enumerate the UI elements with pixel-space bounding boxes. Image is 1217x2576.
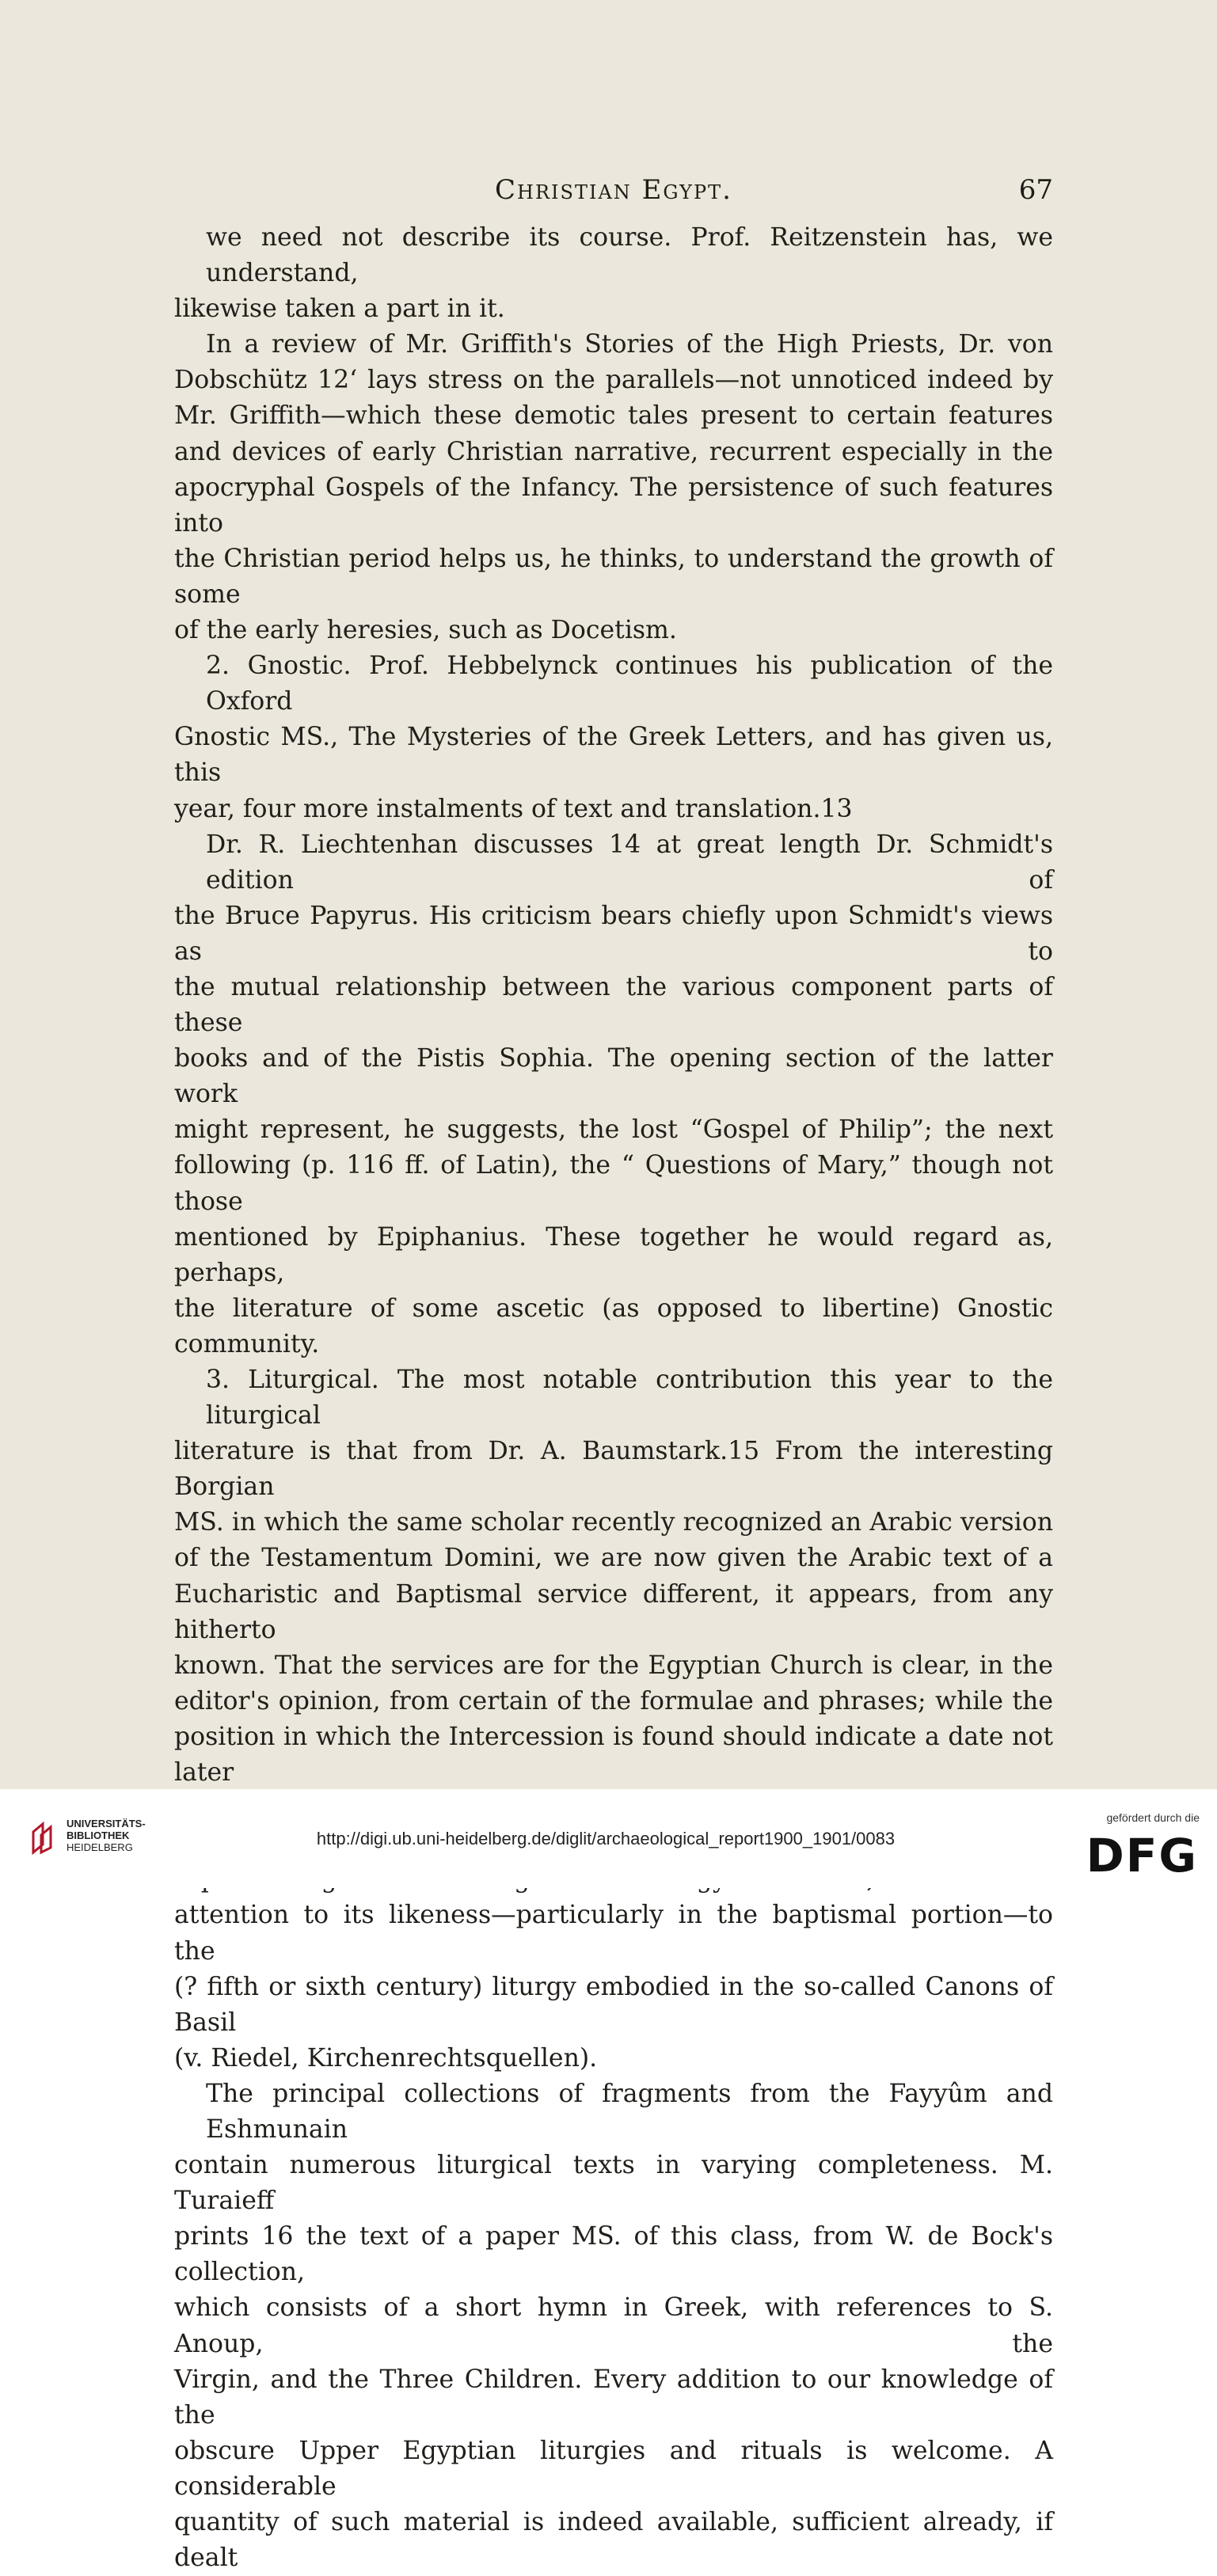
- text-line: The principal collections of fragments from the Fayyûm and Eshmunain: [206, 2079, 1053, 2144]
- text-line: of the Testamentum Domini, we are now given the Arabic text of a: [174, 1544, 1053, 1573]
- text-line: literature is that from Dr. A. Baumstark.15 From the interesting Borgian: [174, 1437, 1053, 1502]
- text-line: 2. Gnostic. Prof. Hebbelynck continues his publication of the Oxford: [206, 652, 1053, 716]
- text-line: Dobschütz 12‘ lays stress on the parallels—not unnoticed indeed by: [174, 366, 1053, 395]
- text-line: Dr. R. Liechtenhan discusses 14 at great length Dr. Schmidt's edition of: [206, 830, 1053, 895]
- text-line: contain numerous liturgical texts in varying completeness. M. Turaieff: [174, 2151, 1053, 2216]
- text-line: editor's opinion, from certain of the formulae and phrases; while the: [174, 1686, 1053, 1715]
- text-line: which consists of a short hymn in Greek, with references to S. Anoup, the: [174, 2293, 1053, 2358]
- text-line: likewise taken a part in it.: [174, 294, 505, 324]
- library-name: [67, 1818, 146, 1853]
- digitization-footer: [0, 1789, 1217, 1888]
- funder-note: gefördert durch die: [1106, 1811, 1200, 1824]
- text-line: position in which the Intercession is found should indicate a date not later: [174, 1722, 1053, 1788]
- text-line: obscure Upper Egyptian liturgies and rituals is welcome. A considerable: [174, 2436, 1053, 2501]
- text-line: 3. Liturgical. The most notable contribution this year to the liturgical: [206, 1366, 1053, 1430]
- paragraph: [174, 827, 1053, 1362]
- body-text: [174, 220, 1053, 2576]
- text-line: apocryphal Gospels of the Infancy. The persistence of such features into: [174, 473, 1053, 538]
- library-logo-icon: [30, 1821, 57, 1856]
- text-line: books and of the Pistis Sophia. The opening section of the latter work: [174, 1044, 1053, 1109]
- paragraph: [174, 1362, 1053, 2076]
- text-line: Mr. Griffith—which these demotic tales present to certain features: [174, 401, 1053, 431]
- running-title: Christian Egypt.: [495, 174, 732, 206]
- paragraph: [174, 327, 1053, 648]
- text-line: mentioned by Epiphanius. These together he would regard as, perhaps,: [174, 1222, 1053, 1287]
- text-line: and devices of early Christian narrative, recurrent especially in the: [174, 437, 1053, 466]
- text-line: (v. Riedel, Kirchenrechtsquellen).: [174, 2043, 598, 2073]
- text-line: MS. in which the same scholar recently recognized an Arabic version: [174, 1508, 1053, 1537]
- text-line: the literature of some ascetic (as opposed to libertine) Gnostic community.: [174, 1294, 1053, 1358]
- paragraph: [174, 220, 1053, 327]
- text-line: attention to its likeness—particularly in the baptismal portion—to the: [174, 1901, 1053, 1966]
- text-line: known. That the services are for the Egyptian Church is clear, in the: [174, 1651, 1053, 1680]
- dfg-logo: DFG: [1086, 1829, 1198, 1883]
- library-name-line: UNIVERSITÄTS-: [67, 1818, 146, 1829]
- page-number: 67: [1018, 174, 1053, 206]
- text-line: (? fifth or sixth century) liturgy embodied in the so-called Canons of Basil: [174, 1972, 1053, 2037]
- text-line: year, four more instalments of text and translation.13: [174, 794, 853, 823]
- text-line: we need not describe its course. Prof. Reitzenstein has, we understand,: [206, 223, 1053, 288]
- text-line: the Christian period helps us, he thinks, to understand the growth of some: [174, 544, 1053, 609]
- text-line: might represent, he suggests, the lost “Gospel of Philip”; the next: [174, 1115, 1053, 1145]
- text-line: In a review of Mr. Griffith's Stories of the High Priests, Dr. von: [206, 330, 1053, 359]
- text-line: of the early heresies, such as Docetism.: [174, 616, 677, 645]
- source-url[interactable]: http://digi.ub.uni-heidelberg.de/diglit/archaeological_report1900_1901/0083: [316, 1829, 896, 1848]
- paragraph: [174, 2076, 1053, 2576]
- text-line: quantity of such material is indeed available, sufficient already, if dealt: [174, 2508, 1053, 2573]
- text-line: Eucharistic and Baptismal service different, it appears, from any hitherto: [174, 1579, 1053, 1644]
- page-header: [174, 174, 1053, 214]
- text-line: Gnostic MS., The Mysteries of the Greek Letters, and has given us, this: [174, 723, 1053, 788]
- text-line: the mutual relationship between the various component parts of these: [174, 972, 1053, 1038]
- paragraph: [174, 648, 1053, 826]
- library-name-line: BIBLIOTHEK: [67, 1829, 130, 1841]
- text-line: the Bruce Papyrus. His criticism bears chiefly upon Schmidt's views as to: [174, 901, 1053, 966]
- library-name-line: HEIDELBERG: [67, 1841, 133, 1853]
- text-line: Virgin, and the Three Children. Every addition to our knowledge of the: [174, 2365, 1053, 2430]
- text-line: prints 16 the text of a paper MS. of this class, from W. de Bock's collection,: [174, 2222, 1053, 2287]
- text-line: following (p. 116 ff. of Latin), the “ Questions of Mary,” though not those: [174, 1151, 1053, 1216]
